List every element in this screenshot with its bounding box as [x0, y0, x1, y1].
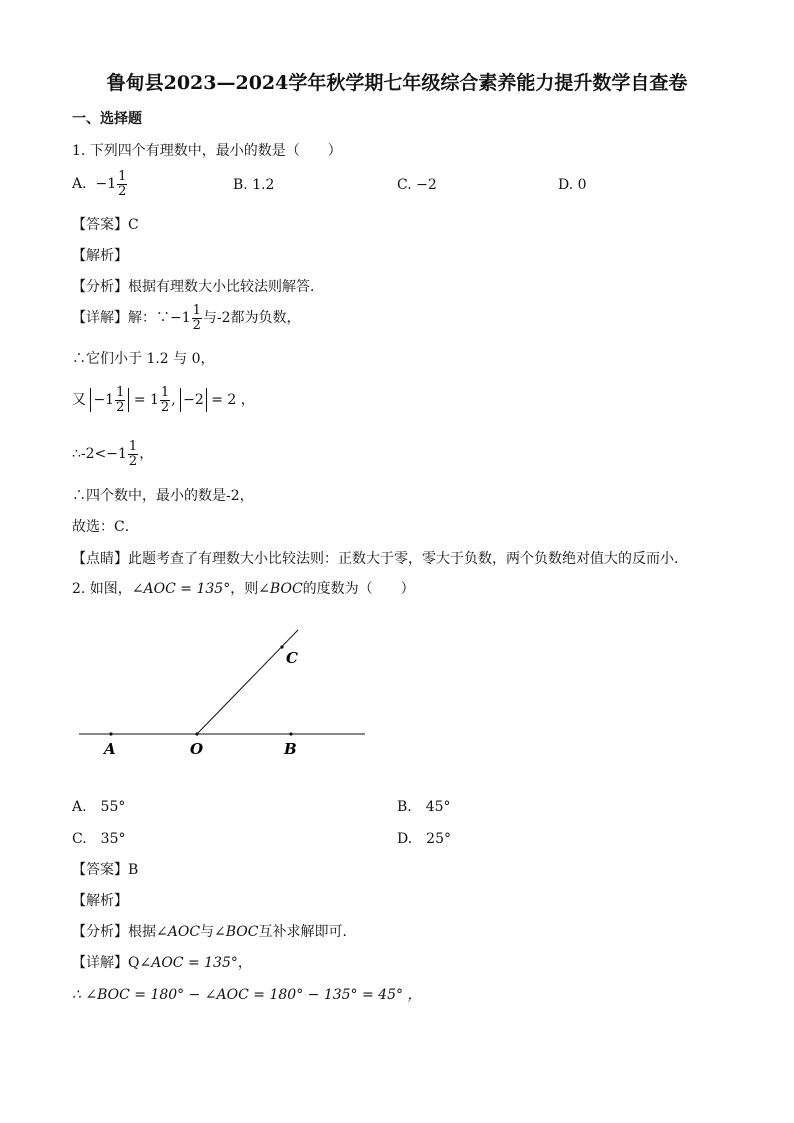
q2-xiangjie	[72, 952, 252, 972]
xiangjie-text-end: 与-2都为负数，	[202, 310, 301, 327]
fraction-numerator: 1	[128, 439, 138, 454]
xiangjie-pre: 【详解】Q	[72, 955, 140, 971]
fraction-denominator: 2	[160, 399, 170, 415]
fenxi-mid: 与	[200, 924, 215, 940]
ray-oc	[197, 630, 298, 734]
line3-comma: ,	[171, 392, 176, 409]
q2-jiexi: 【解析】	[72, 893, 128, 909]
q1-dianjing: 【点睛】此题考查了有理数大小比较法则：正数大于零，零大于负数，两个负数绝对值大的反而小．	[72, 551, 688, 567]
q1-stem: 1. 下列四个有理数中，最小的数是（ ）	[72, 143, 342, 159]
point-b	[289, 732, 292, 735]
xiangjie-end: ，	[237, 955, 252, 971]
fraction-numerator: 1	[118, 169, 127, 184]
q1-line5: ∴四个数中，最小的数是-2，	[72, 488, 254, 504]
label-b: B	[284, 740, 297, 758]
fenxi-pre: 【分析】根据	[72, 924, 156, 940]
fenxi-angle-aoc: ∠AOC	[156, 924, 201, 940]
option-a-int: −1	[95, 176, 117, 193]
q1-line2: ∴它们小于 1.2 与 0，	[72, 351, 215, 367]
line3-end: = 2 ，	[211, 392, 255, 409]
q2-option-c: C. 35°	[72, 831, 126, 847]
label-o: O	[190, 740, 204, 758]
section-heading: 一、选择题	[72, 111, 142, 127]
q1-line6: 故选：C．	[72, 519, 139, 535]
q1-answer: 【答案】C	[72, 217, 139, 233]
q1-option-b: B. 1.2	[233, 177, 275, 193]
q1-option-d: D. 0	[558, 177, 587, 193]
point-o	[195, 732, 198, 735]
page-title: 鲁甸县2023—2024学年秋学期七年级综合素养能力提升数学自查卷	[106, 72, 688, 94]
abs-val: −2	[183, 392, 204, 409]
q2-angle-boc: ∠BOC	[258, 581, 303, 597]
label-c: C	[286, 649, 298, 667]
point-a	[109, 732, 112, 735]
line4-prefix: ∴-2<−1	[72, 446, 127, 463]
fraction-denominator: 2	[128, 453, 138, 469]
fraction-numerator: 1	[116, 385, 125, 400]
q2-stem-mid: ，则	[230, 581, 259, 597]
option-a-label: A.	[72, 176, 87, 193]
q2-angle-aoc: ∠AOC = 135°	[131, 581, 231, 597]
q2-option-b: B. 45°	[397, 799, 451, 815]
line3-prefix: 又	[72, 392, 86, 409]
q1-fenxi: 【分析】根据有理数大小比较法则解答．	[72, 279, 324, 295]
fraction-numerator: 1	[160, 385, 170, 400]
q2-stem-end: 的度数为（ ）	[302, 581, 415, 597]
label-a: A	[104, 740, 116, 758]
fraction-denominator: 2	[118, 183, 127, 199]
fraction-denominator: 2	[116, 399, 125, 415]
line3-eq: = 1	[133, 392, 159, 409]
q1-jiexi: 【解析】	[72, 248, 128, 264]
abs-int: −1	[93, 392, 115, 409]
q2-option-a: A. 55°	[72, 799, 126, 815]
q2-fenxi	[72, 921, 357, 941]
line4-end: ，	[139, 446, 154, 463]
q2-stem-pre: 2. 如图，	[72, 581, 132, 597]
fenxi-angle-boc: ∠BOC	[214, 924, 259, 940]
fenxi-end: 互补求解即可．	[258, 924, 357, 940]
q1-option-c: C. −2	[397, 177, 437, 193]
xiangjie-text: 【详解】解：∵−1	[72, 310, 191, 327]
q2-answer: 【答案】B	[72, 862, 139, 878]
fraction-denominator: 2	[192, 317, 201, 333]
fraction-numerator: 1	[192, 303, 201, 318]
q2-option-d: D. 25°	[397, 831, 451, 847]
xiangjie-eq: ∠AOC = 135°	[139, 955, 238, 971]
q2-final: ∴ ∠BOC = 180° − ∠AOC = 180° − 135° = 45° ，	[72, 987, 422, 1003]
point-c	[280, 645, 283, 648]
